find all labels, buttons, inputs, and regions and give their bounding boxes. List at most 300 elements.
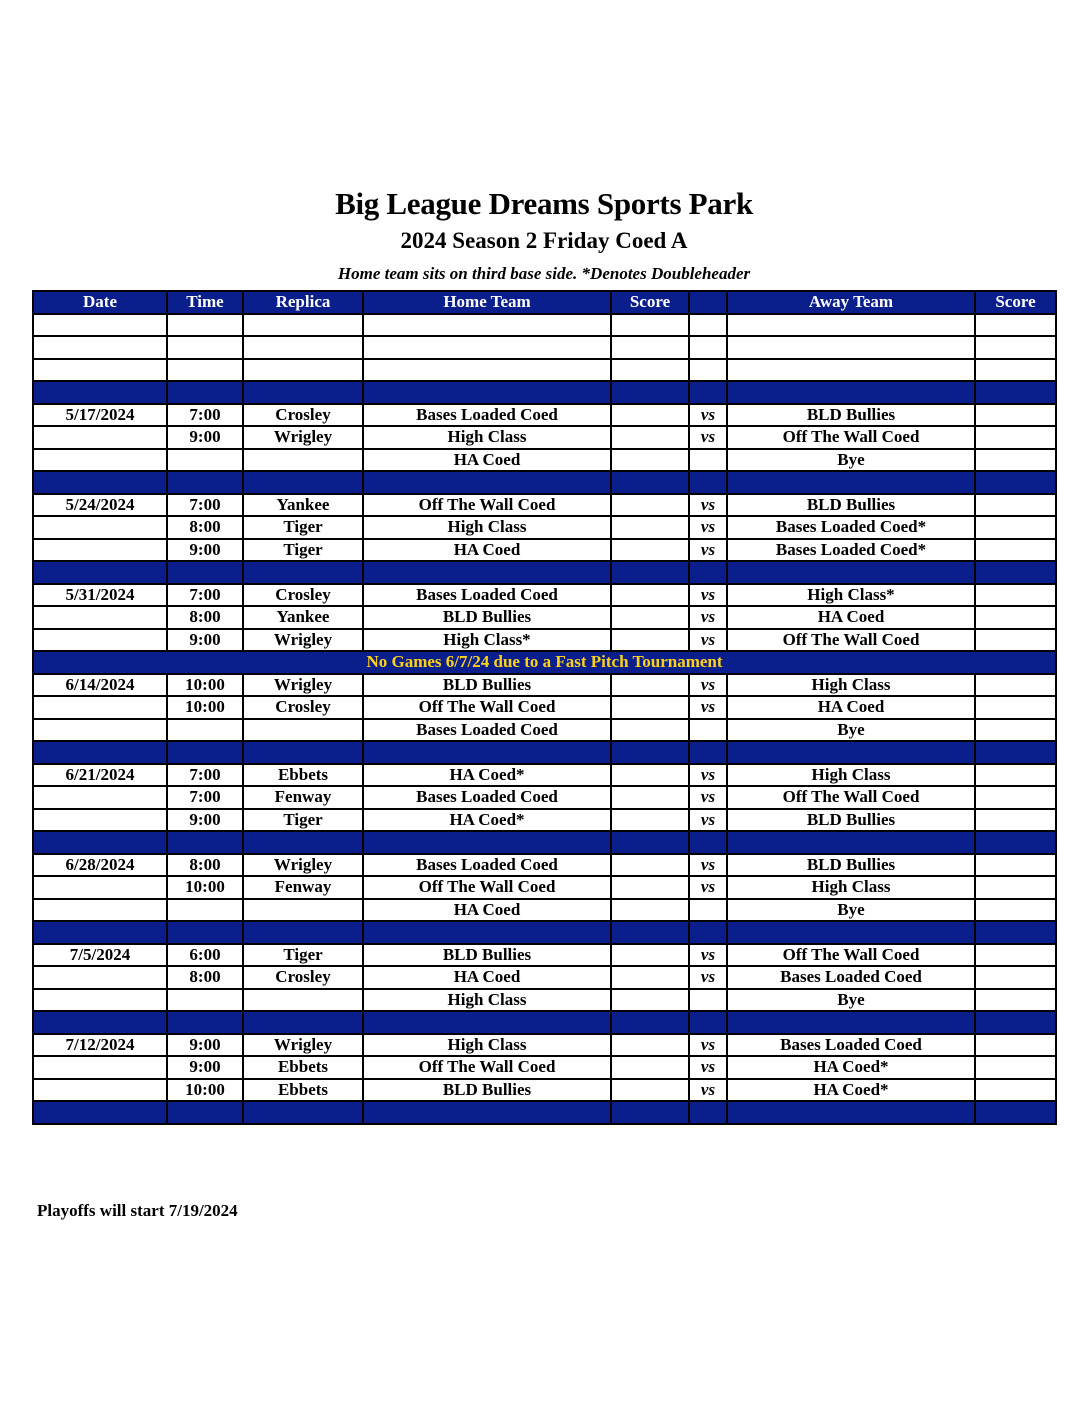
separator-row [33, 741, 1056, 764]
time-cell: 8:00 [167, 966, 243, 989]
away-team-cell [727, 1101, 975, 1124]
away-team-cell [727, 359, 975, 382]
time-cell [167, 314, 243, 337]
home-score-cell [611, 539, 689, 562]
vs-cell: vs [689, 426, 727, 449]
replica-cell: Wrigley [243, 674, 363, 697]
home-team-cell: HA Coed [363, 899, 611, 922]
away-team-cell: Bases Loaded Coed [727, 1034, 975, 1057]
home-score-cell [611, 359, 689, 382]
game-row [33, 629, 1056, 652]
home-team-cell: HA Coed* [363, 764, 611, 787]
replica-cell [243, 831, 363, 854]
replica-cell [243, 989, 363, 1012]
vs-cell: vs [689, 606, 727, 629]
vs-cell: vs [689, 876, 727, 899]
date-cell [33, 899, 167, 922]
vs-cell [689, 921, 727, 944]
col-header-vs [689, 291, 727, 314]
home-score-cell [611, 786, 689, 809]
home-team-cell: HA Coed [363, 449, 611, 472]
home-team-cell: HA Coed [363, 539, 611, 562]
away-team-cell: HA Coed* [727, 1079, 975, 1102]
home-team-cell: Bases Loaded Coed [363, 786, 611, 809]
home-team-cell: Off The Wall Coed [363, 1056, 611, 1079]
time-cell: 8:00 [167, 854, 243, 877]
away-score-cell [975, 944, 1056, 967]
replica-cell: Tiger [243, 944, 363, 967]
away-score-cell [975, 426, 1056, 449]
home-score-cell [611, 989, 689, 1012]
game-row [33, 449, 1056, 472]
vs-cell: vs [689, 629, 727, 652]
away-score-cell [975, 854, 1056, 877]
home-team-cell: High Class [363, 989, 611, 1012]
home-team-cell: Off The Wall Coed [363, 494, 611, 517]
home-team-cell [363, 831, 611, 854]
replica-cell: Crosley [243, 696, 363, 719]
game-row [33, 854, 1056, 877]
time-cell [167, 989, 243, 1012]
date-cell: 7/5/2024 [33, 944, 167, 967]
home-score-cell [611, 719, 689, 742]
vs-cell [689, 989, 727, 1012]
away-score-cell [975, 584, 1056, 607]
replica-cell: Wrigley [243, 629, 363, 652]
away-team-cell: Bye [727, 899, 975, 922]
date-cell: 6/21/2024 [33, 764, 167, 787]
away-team-cell [727, 381, 975, 404]
date-cell [33, 516, 167, 539]
away-score-cell [975, 674, 1056, 697]
home-score-cell [611, 516, 689, 539]
vs-cell: vs [689, 854, 727, 877]
home-score-cell [611, 381, 689, 404]
replica-cell: Ebbets [243, 764, 363, 787]
date-cell [33, 831, 167, 854]
away-team-cell [727, 471, 975, 494]
home-score-cell [611, 764, 689, 787]
away-team-cell: High Class [727, 876, 975, 899]
home-team-cell: High Class [363, 1034, 611, 1057]
time-cell: 9:00 [167, 539, 243, 562]
home-team-cell: BLD Bullies [363, 1079, 611, 1102]
vs-cell: vs [689, 494, 727, 517]
date-cell [33, 809, 167, 832]
vs-cell [689, 719, 727, 742]
home-score-cell [611, 606, 689, 629]
game-row [33, 719, 1056, 742]
home-team-cell [363, 336, 611, 359]
away-score-cell [975, 606, 1056, 629]
home-team-cell [363, 359, 611, 382]
time-cell: 8:00 [167, 516, 243, 539]
away-score-cell [975, 786, 1056, 809]
home-team-cell [363, 471, 611, 494]
away-score-cell [975, 381, 1056, 404]
date-cell [33, 606, 167, 629]
replica-cell: Wrigley [243, 854, 363, 877]
replica-cell: Crosley [243, 584, 363, 607]
separator-row [33, 381, 1056, 404]
away-score-cell [975, 336, 1056, 359]
date-cell [33, 426, 167, 449]
vs-cell: vs [689, 1034, 727, 1057]
away-score-cell [975, 1079, 1056, 1102]
vs-cell: vs [689, 944, 727, 967]
time-cell: 8:00 [167, 606, 243, 629]
separator-row [33, 561, 1056, 584]
replica-cell [243, 336, 363, 359]
vs-cell: vs [689, 809, 727, 832]
away-score-cell [975, 404, 1056, 427]
game-row [33, 584, 1056, 607]
game-row [33, 966, 1056, 989]
away-score-cell [975, 831, 1056, 854]
time-cell: 6:00 [167, 944, 243, 967]
away-score-cell [975, 561, 1056, 584]
replica-cell: Wrigley [243, 1034, 363, 1057]
away-score-cell [975, 966, 1056, 989]
away-team-cell: Bye [727, 719, 975, 742]
game-row [33, 899, 1056, 922]
time-cell: 10:00 [167, 876, 243, 899]
game-row [33, 404, 1056, 427]
home-team-cell: BLD Bullies [363, 674, 611, 697]
time-cell: 9:00 [167, 426, 243, 449]
date-cell [33, 719, 167, 742]
home-score-cell [611, 854, 689, 877]
home-team-cell: High Class [363, 516, 611, 539]
vs-cell: vs [689, 516, 727, 539]
vs-cell [689, 471, 727, 494]
replica-cell: Tiger [243, 809, 363, 832]
home-team-cell: HA Coed [363, 966, 611, 989]
home-team-cell [363, 314, 611, 337]
page-title: Big League Dreams Sports Park [335, 186, 753, 221]
away-team-cell: High Class [727, 674, 975, 697]
replica-cell [243, 381, 363, 404]
replica-cell [243, 449, 363, 472]
replica-cell: Fenway [243, 876, 363, 899]
home-team-cell [363, 561, 611, 584]
away-team-cell: HA Coed* [727, 1056, 975, 1079]
away-score-cell [975, 314, 1056, 337]
vs-cell [689, 561, 727, 584]
date-cell [33, 561, 167, 584]
replica-cell: Tiger [243, 539, 363, 562]
date-cell [33, 629, 167, 652]
home-team-cell: Bases Loaded Coed [363, 854, 611, 877]
vs-cell: vs [689, 1056, 727, 1079]
vs-cell [689, 1011, 727, 1034]
home-team-cell: BLD Bullies [363, 944, 611, 967]
vs-cell [689, 314, 727, 337]
schedule-body [33, 314, 1056, 1124]
time-cell [167, 336, 243, 359]
away-team-cell: BLD Bullies [727, 854, 975, 877]
away-team-cell: Off The Wall Coed [727, 426, 975, 449]
away-score-cell [975, 764, 1056, 787]
game-row [33, 764, 1056, 787]
vs-cell: vs [689, 404, 727, 427]
time-cell: 10:00 [167, 696, 243, 719]
home-score-cell [611, 426, 689, 449]
col-header-home-score: Score [611, 291, 689, 314]
away-score-cell [975, 921, 1056, 944]
date-cell: 6/28/2024 [33, 854, 167, 877]
time-cell [167, 1101, 243, 1124]
away-score-cell [975, 359, 1056, 382]
game-row [33, 696, 1056, 719]
time-cell: 7:00 [167, 786, 243, 809]
time-cell: 7:00 [167, 494, 243, 517]
away-score-cell [975, 989, 1056, 1012]
away-team-cell: HA Coed [727, 606, 975, 629]
game-row [33, 606, 1056, 629]
playoffs-note: Playoffs will start 7/19/2024 [37, 1201, 238, 1220]
away-team-cell: Bases Loaded Coed* [727, 539, 975, 562]
away-team-cell: Off The Wall Coed [727, 786, 975, 809]
home-score-cell [611, 449, 689, 472]
home-score-cell [611, 674, 689, 697]
vs-cell: vs [689, 1079, 727, 1102]
replica-cell [243, 471, 363, 494]
away-score-cell [975, 494, 1056, 517]
separator-row [33, 471, 1056, 494]
time-cell [167, 471, 243, 494]
date-cell [33, 539, 167, 562]
col-header-time: Time [167, 291, 243, 314]
replica-cell [243, 719, 363, 742]
vs-cell [689, 899, 727, 922]
date-cell [33, 471, 167, 494]
vs-cell: vs [689, 764, 727, 787]
time-cell [167, 449, 243, 472]
replica-cell: Fenway [243, 786, 363, 809]
time-cell: 9:00 [167, 629, 243, 652]
replica-cell: Tiger [243, 516, 363, 539]
away-score-cell [975, 809, 1056, 832]
separator-row [33, 1101, 1056, 1124]
home-score-cell [611, 314, 689, 337]
away-team-cell: HA Coed [727, 696, 975, 719]
date-cell [33, 989, 167, 1012]
replica-cell [243, 899, 363, 922]
time-cell [167, 1011, 243, 1034]
away-score-cell [975, 449, 1056, 472]
away-team-cell: BLD Bullies [727, 494, 975, 517]
date-cell [33, 336, 167, 359]
vs-cell: vs [689, 539, 727, 562]
game-row [33, 1034, 1056, 1057]
date-cell [33, 314, 167, 337]
home-score-cell [611, 944, 689, 967]
away-team-cell [727, 314, 975, 337]
game-row [33, 1079, 1056, 1102]
blank-row [33, 336, 1056, 359]
game-row [33, 516, 1056, 539]
time-cell: 7:00 [167, 404, 243, 427]
game-row [33, 494, 1056, 517]
vs-cell: vs [689, 966, 727, 989]
home-team-cell: High Class* [363, 629, 611, 652]
replica-cell: Ebbets [243, 1056, 363, 1079]
time-cell [167, 921, 243, 944]
away-score-cell [975, 696, 1056, 719]
time-cell: 10:00 [167, 674, 243, 697]
replica-cell: Yankee [243, 606, 363, 629]
schedule-table [32, 290, 1057, 1125]
home-team-cell [363, 1011, 611, 1034]
game-row [33, 989, 1056, 1012]
game-row [33, 539, 1056, 562]
away-team-cell: BLD Bullies [727, 809, 975, 832]
time-cell: 7:00 [167, 584, 243, 607]
time-cell: 9:00 [167, 1034, 243, 1057]
date-cell: 5/24/2024 [33, 494, 167, 517]
home-score-cell [611, 494, 689, 517]
away-score-cell [975, 719, 1056, 742]
vs-cell [689, 1101, 727, 1124]
time-cell [167, 359, 243, 382]
away-score-cell [975, 629, 1056, 652]
away-score-cell [975, 1056, 1056, 1079]
away-score-cell [975, 471, 1056, 494]
date-cell [33, 1101, 167, 1124]
vs-cell [689, 381, 727, 404]
replica-cell [243, 921, 363, 944]
vs-cell: vs [689, 584, 727, 607]
away-score-cell [975, 899, 1056, 922]
away-team-cell [727, 561, 975, 584]
replica-cell: Ebbets [243, 1079, 363, 1102]
away-team-cell: Bases Loaded Coed [727, 966, 975, 989]
time-cell: 9:00 [167, 809, 243, 832]
date-cell: 6/14/2024 [33, 674, 167, 697]
home-score-cell [611, 471, 689, 494]
away-team-cell: High Class* [727, 584, 975, 607]
schedule-note: Home team sits on third base side. *Denotes Doubleheader [337, 264, 751, 283]
home-team-cell: Bases Loaded Coed [363, 719, 611, 742]
game-row [33, 876, 1056, 899]
home-score-cell [611, 1079, 689, 1102]
away-team-cell: High Class [727, 764, 975, 787]
home-team-cell: Off The Wall Coed [363, 696, 611, 719]
away-team-cell: Bye [727, 989, 975, 1012]
replica-cell [243, 359, 363, 382]
game-row [33, 426, 1056, 449]
home-score-cell [611, 696, 689, 719]
away-team-cell [727, 831, 975, 854]
home-team-cell [363, 381, 611, 404]
date-cell [33, 449, 167, 472]
replica-cell [243, 1101, 363, 1124]
replica-cell: Crosley [243, 966, 363, 989]
date-cell [33, 381, 167, 404]
away-score-cell [975, 539, 1056, 562]
time-cell [167, 831, 243, 854]
time-cell [167, 561, 243, 584]
vs-cell: vs [689, 674, 727, 697]
away-score-cell [975, 876, 1056, 899]
home-team-cell [363, 741, 611, 764]
home-score-cell [611, 741, 689, 764]
replica-cell: Wrigley [243, 426, 363, 449]
time-cell [167, 741, 243, 764]
home-score-cell [611, 561, 689, 584]
time-cell: 9:00 [167, 1056, 243, 1079]
home-score-cell [611, 629, 689, 652]
home-score-cell [611, 831, 689, 854]
home-team-cell [363, 921, 611, 944]
replica-cell: Yankee [243, 494, 363, 517]
separator-row [33, 831, 1056, 854]
date-cell [33, 359, 167, 382]
vs-cell [689, 336, 727, 359]
blank-row [33, 359, 1056, 382]
game-row [33, 944, 1056, 967]
game-row [33, 1056, 1056, 1079]
away-team-cell: Bye [727, 449, 975, 472]
date-cell [33, 1079, 167, 1102]
replica-cell [243, 314, 363, 337]
away-team-cell [727, 336, 975, 359]
home-score-cell [611, 404, 689, 427]
notice-row [33, 651, 1056, 674]
date-cell [33, 1056, 167, 1079]
time-cell [167, 899, 243, 922]
away-score-cell [975, 516, 1056, 539]
vs-cell: vs [689, 696, 727, 719]
separator-row [33, 921, 1056, 944]
notice-text: No Games 6/7/24 due to a Fast Pitch Tournament [33, 651, 1056, 674]
replica-cell [243, 741, 363, 764]
date-cell [33, 786, 167, 809]
replica-cell: Crosley [243, 404, 363, 427]
away-team-cell: BLD Bullies [727, 404, 975, 427]
date-cell [33, 696, 167, 719]
home-team-cell: High Class [363, 426, 611, 449]
away-team-cell: Bases Loaded Coed* [727, 516, 975, 539]
away-score-cell [975, 741, 1056, 764]
home-score-cell [611, 1034, 689, 1057]
home-score-cell [611, 584, 689, 607]
col-header-date: Date [33, 291, 167, 314]
home-score-cell [611, 809, 689, 832]
header-row [33, 291, 1056, 314]
date-cell: 5/31/2024 [33, 584, 167, 607]
separator-row [33, 1011, 1056, 1034]
vs-cell [689, 449, 727, 472]
away-team-cell [727, 741, 975, 764]
col-header-away-score: Score [975, 291, 1056, 314]
away-score-cell [975, 1011, 1056, 1034]
time-cell: 7:00 [167, 764, 243, 787]
time-cell [167, 719, 243, 742]
date-cell [33, 1011, 167, 1034]
time-cell: 10:00 [167, 1079, 243, 1102]
home-score-cell [611, 966, 689, 989]
away-score-cell [975, 1034, 1056, 1057]
vs-cell [689, 741, 727, 764]
away-team-cell [727, 921, 975, 944]
away-team-cell: Off The Wall Coed [727, 944, 975, 967]
vs-cell [689, 831, 727, 854]
home-team-cell: Bases Loaded Coed [363, 404, 611, 427]
away-score-cell [975, 1101, 1056, 1124]
home-score-cell [611, 1056, 689, 1079]
